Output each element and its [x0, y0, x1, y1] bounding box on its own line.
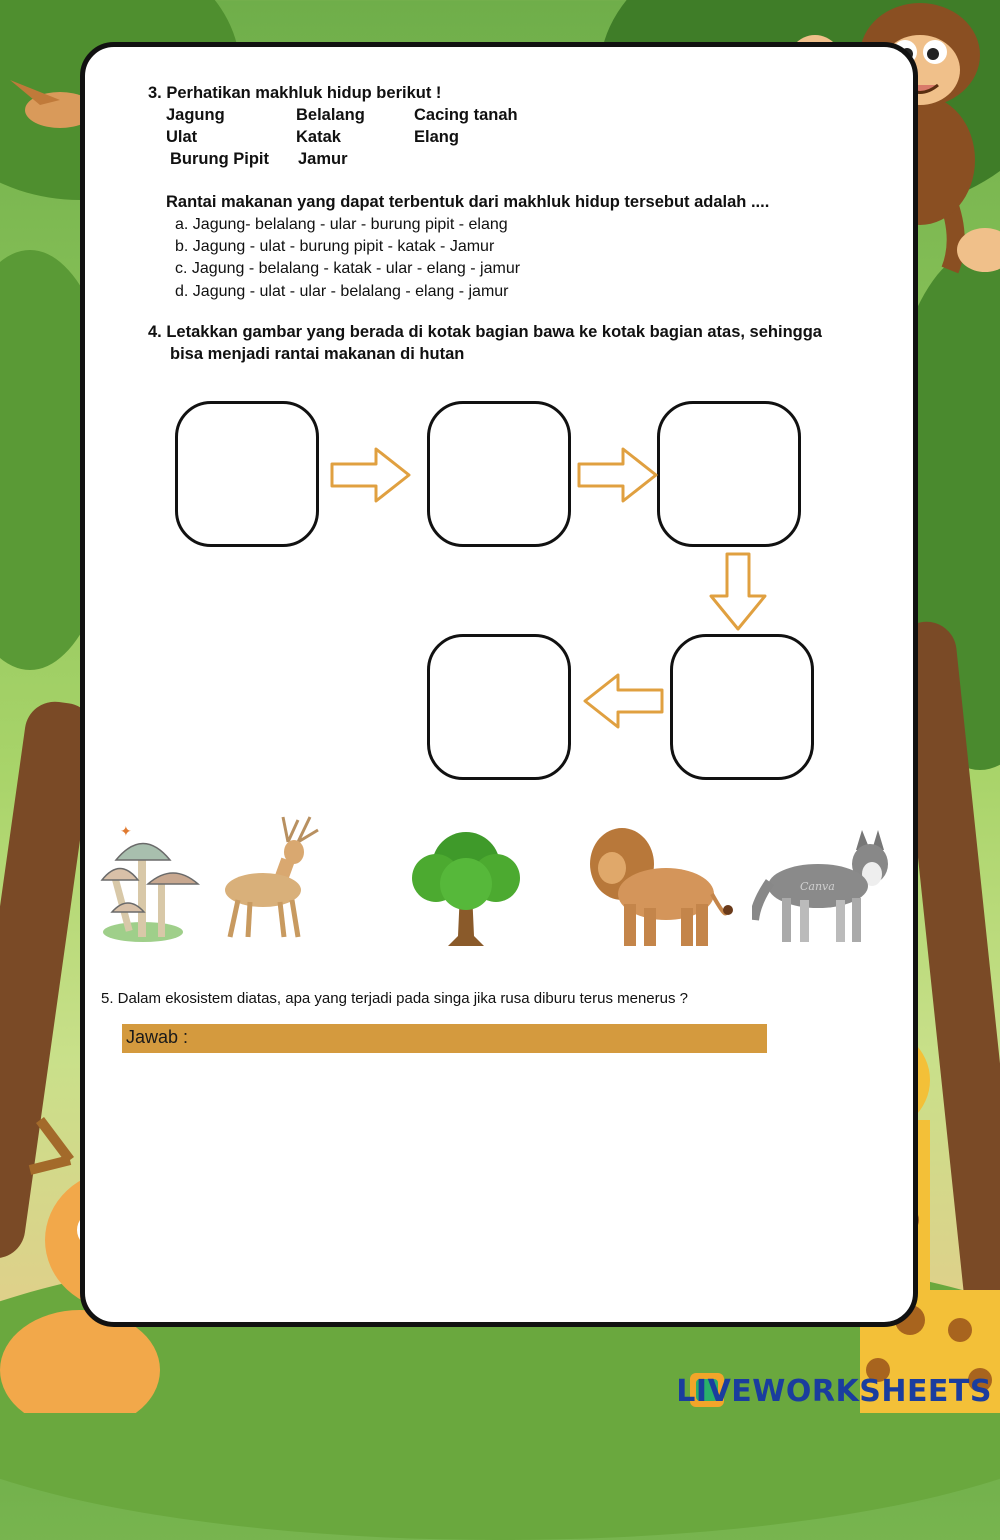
option-c[interactable]: c. Jagung - belalang - katak - ular - elang - jamur	[175, 260, 521, 277]
organism-jamur: Jamur	[298, 150, 348, 168]
organism-katak: Katak	[296, 128, 341, 146]
drop-box-3[interactable]	[657, 401, 801, 547]
organism-elang: Elang	[414, 128, 459, 146]
option-a[interactable]: a. Jagung- belalang - ular - burung pipit - elang	[175, 216, 508, 233]
arrow-left-icon	[582, 672, 664, 730]
mushroom-image[interactable]	[98, 822, 202, 946]
arrow-down-icon	[708, 552, 768, 632]
organism-jagung: Jagung	[166, 106, 225, 124]
lion-image[interactable]	[586, 824, 736, 952]
option-d[interactable]: d. Jagung - ulat - ular - belalang - elang - jamur	[175, 283, 509, 300]
question3-title: 3. Perhatikan makhluk hidup berikut !	[148, 84, 442, 102]
organism-belalang: Belalang	[296, 106, 365, 124]
drop-box-2[interactable]	[427, 401, 571, 547]
drop-box-5[interactable]	[427, 634, 571, 780]
tree-image[interactable]	[408, 826, 524, 948]
organism-burung-pipit: Burung Pipit	[170, 150, 269, 168]
answer-label: Jawab :	[126, 1027, 189, 1047]
canva-watermark: Canva	[800, 880, 835, 893]
arrow-right-icon	[577, 446, 659, 504]
option-b[interactable]: b. Jagung - ulat - burung pipit - katak - Jamur	[175, 238, 495, 255]
organism-ulat: Ulat	[166, 128, 198, 146]
drop-box-1[interactable]	[175, 401, 319, 547]
question5-text: 5. Dalam ekosistem diatas, apa yang terjadi pada singa jika rusa diburu terus menerus ?	[101, 990, 688, 1007]
wolf-image[interactable]	[752, 822, 888, 946]
question4-line1: 4. Letakkan gambar yang berada di kotak bagian bawa ke kotak bagian atas, sehingga	[148, 323, 822, 341]
question4-line2: bisa menjadi rantai makanan di hutan	[170, 345, 465, 363]
question3-prompt: Rantai makanan yang dapat terbentuk dari makhluk hidup tersebut adalah ....	[166, 193, 770, 211]
deer-image[interactable]	[218, 812, 328, 940]
liveworksheets-brand[interactable]: LIVEWORKSHEETS	[676, 1374, 992, 1409]
arrow-right-icon	[330, 446, 412, 504]
answer-field[interactable]	[122, 1024, 767, 1053]
organism-cacing-tanah: Cacing tanah	[414, 106, 518, 124]
svg-text:✦: ✦	[120, 824, 132, 840]
drop-box-4[interactable]	[670, 634, 814, 780]
